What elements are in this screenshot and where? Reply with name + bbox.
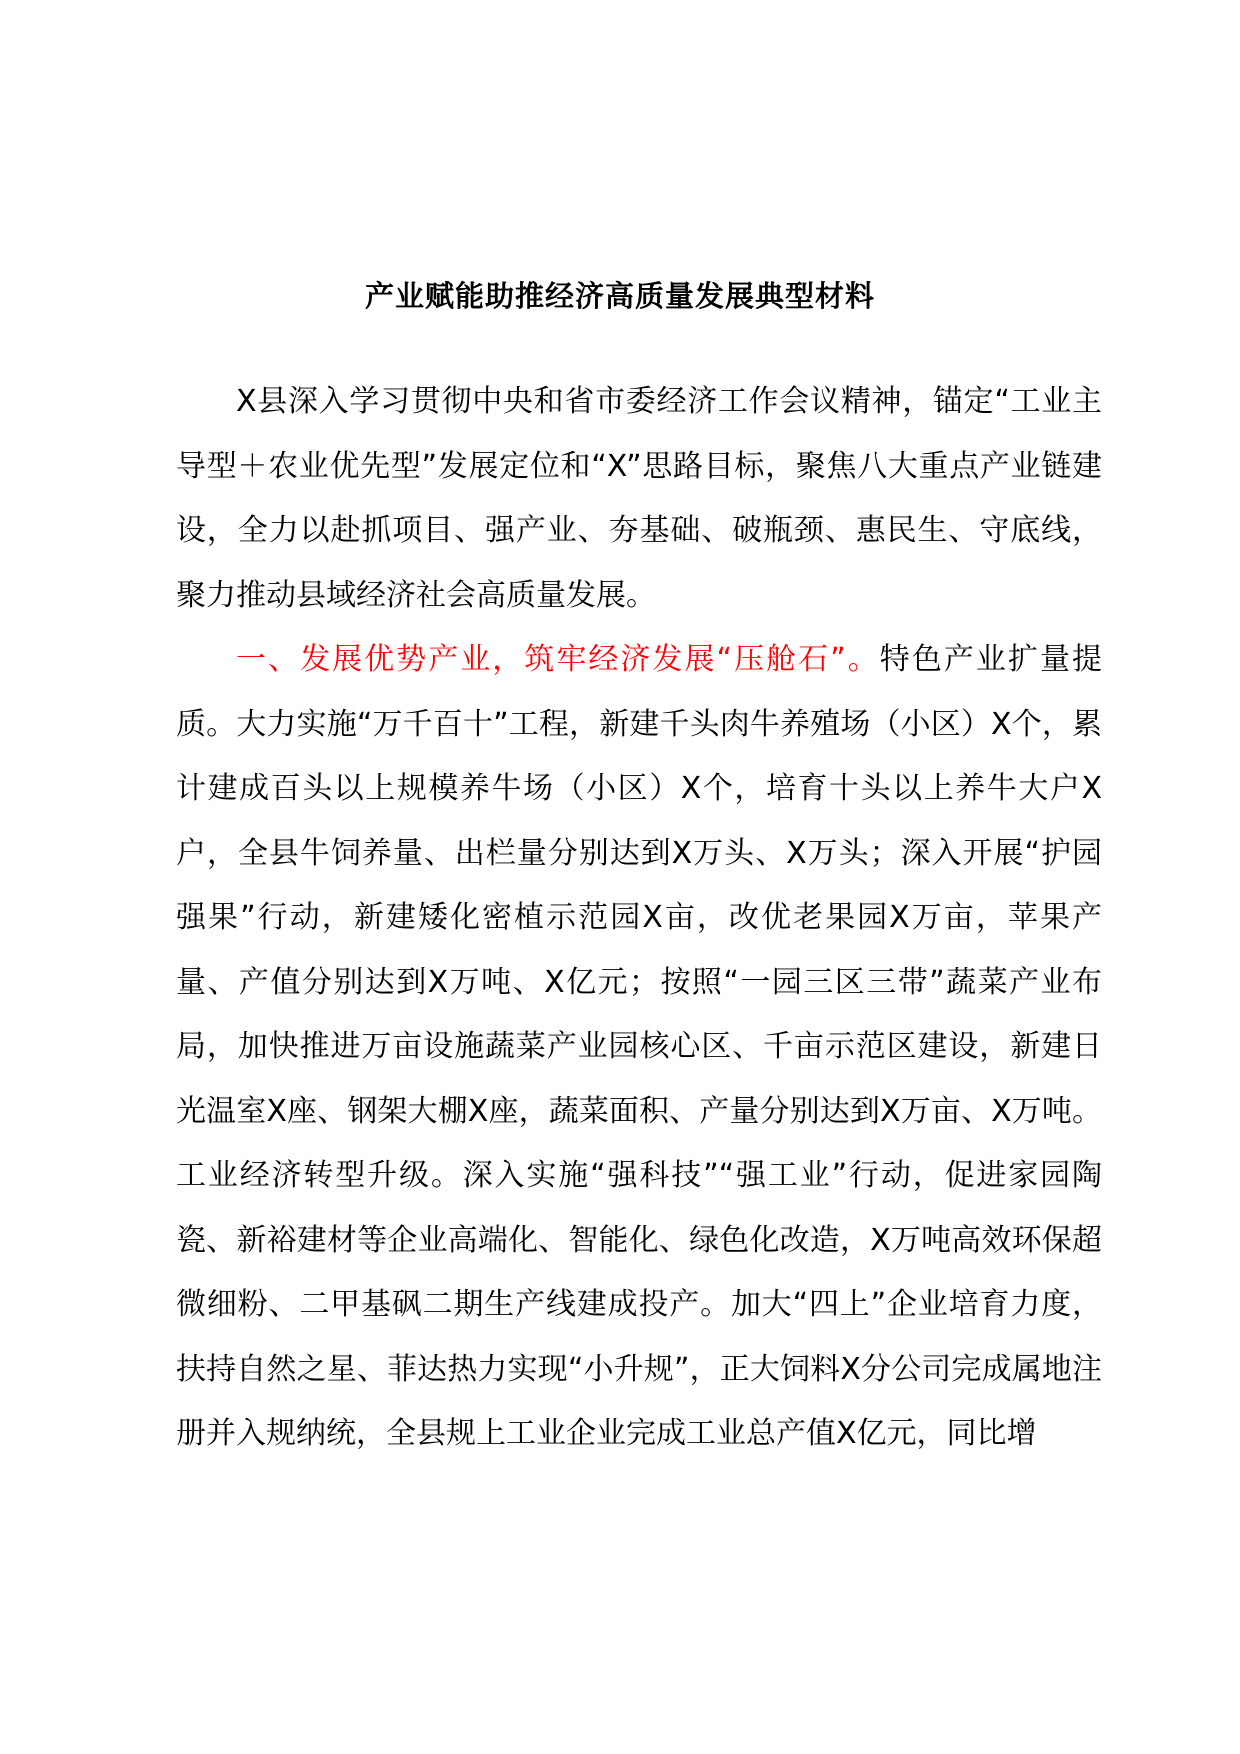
section-1-heading: 一、发展优势产业，筑牢经济发展“压舱石”。	[236, 642, 880, 677]
section-1-body: 特色产业扩量提质。大力实施“万千百十”工程，新建千头肉牛养殖场（小区）X个，累计建成百头以上规模养牛场（小区）X个，培育十头以上养牛大户X户，全县牛饲养量、出栏量分别达到X万头、X万头；深入开展“护园强果”行动，新建矮化密植示范园X亩，改优老果园X万亩，苹果产量、产值分别达到X万吨、X亿元；按照“一园三区三带”蔬菜产业布局，加快推进万亩设施蔬菜产业园核心区、千亩示范区建设，新建日光温室X座、钢架大棚X座，蔬菜面积、产量分别达到X万亩、X万吨。工业经济转型升级。深入实施“强科技”“强工业”行动，促进家园陶瓷、新裕建材等企业高端化、智能化、绿色化改造，X万吨高效环保超微细粉、二甲基砜二期生产线建成投产。加大“四上”企业培育力度，扶持自然之星、菲达热力实现“小升规”，正大饲料X分公司完成属地注册并入规纳统，全县规上工业企业完成工业总产值X亿元，同比增	[176, 642, 1102, 1451]
document-body	[176, 370, 1102, 1467]
section-1-paragraph	[176, 628, 1102, 1467]
document-title: 产业赋能助推经济高质量发展典型材料	[364, 279, 875, 313]
intro-paragraph: X县深入学习贯彻中央和省市委经济工作会议精神，锚定“工业主导型＋农业优先型”发展定位和“X”思路目标，聚焦八大重点产业链建设，全力以赴抓项目、强产业、夯基础、破瓶颈、惠民生、守底线，聚力推动县域经济社会高质量发展。	[176, 384, 1102, 613]
